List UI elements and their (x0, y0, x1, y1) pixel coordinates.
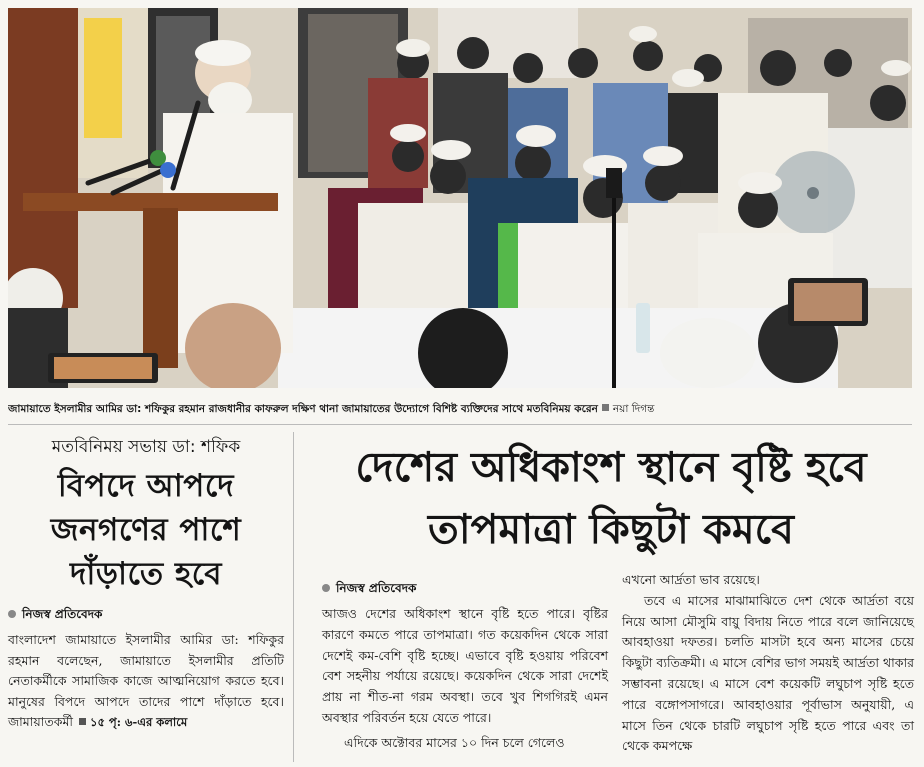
left-story-byline (8, 606, 284, 622)
press-conference-illustration (8, 8, 912, 388)
news-photo (8, 8, 912, 388)
continued-text: ১৫ পৃ: ৬-এর কলামে (90, 715, 188, 729)
main-col1-paragraph-1: আজও দেশের অধিকাংশ স্থানে বৃষ্টি হতে পারে। বৃষ্টির কারণে কমতে পারে তাপমাত্রা। গত কয়েকদিন থেকে সারা দেশেই কম-বেশি বৃষ্টি হচ্ছে। এভাবে বৃষ্টি হওয়ায় পরিবেশ বেশ সহনীয় পর্যায়ে রয়েছে। কয়েকদিন থেকে সারা দেশেই প্রায় না শীত-না গরম অবস্থা। তবে খুব শিগগিরই এমন অবস্থার পরিবর্তন হয়ে যেতে পারে। (322, 606, 608, 725)
divider-vertical (293, 432, 294, 762)
left-headline-line3: দাঁড়াতে হবে (70, 556, 222, 592)
left-headline-line1: বিপদে আপদে (57, 468, 235, 504)
caption-text: জামায়াতে ইসলামীর আমির ডা: শফিকুর রহমান রাজধানীর কাফরুল দক্ষিণ থানা জামায়াতের উদ্যোগে বিশিষ্ট ব্যক্তিদের সাথে মতবিনিময় করেন (8, 403, 598, 415)
square-bullet-icon (79, 718, 86, 725)
main-story-column-1 (322, 580, 608, 754)
left-story-body (8, 630, 284, 733)
left-story-headline (8, 464, 284, 596)
main-story-headline (306, 436, 916, 560)
main-headline-line2: তাপমাত্রা কিছুটা কমবে (428, 505, 794, 553)
caption-separator (602, 404, 609, 411)
left-byline-text: নিজস্ব প্রতিবেদক (22, 607, 103, 621)
main-col2-paragraph-1: এখনো আর্দ্রতা ভাব রয়েছে। (622, 572, 760, 587)
main-story-byline (322, 580, 608, 596)
bullet-dot-icon (322, 584, 330, 592)
main-byline-text: নিজস্ব প্রতিবেদক (336, 581, 417, 595)
photo-caption (8, 398, 912, 420)
left-headline-line2: জনগণের পাশে (50, 512, 242, 548)
left-body-text: বাংলাদেশ জামায়াতে ইসলামীর আমির ডা: শফিকুর রহমান বলেছেন, জামায়াতে ইসলামীর প্রতিটি নেতাকর্মীকে সামাজিক কাজে আত্মনিয়োগ করতে হবে। মানুষের বিপদে আপদে তাদের পাশে দাঁড়াতে হবে। জামায়াতকর্মী (8, 632, 284, 729)
divider-horizontal (8, 424, 912, 425)
main-col2-paragraph-2: তবে এ মাসের মাঝামাঝিতে দেশ থেকে আর্দ্রতা বয়ে নিয়ে আসা মৌসুমি বায়ু বিদায় নিতে পারে বলে জানিয়েছে আবহাওয়া দফতর। চলতি মাসটা হবে অন্য মাসের চেয়ে কিছুটা ব্যতিক্রমী। এ মাসে বেশির ভাগ সময়ই আর্দ্রতা থাকার সম্ভাবনা রয়েছে। এ মাসে বেশ কয়েকটি লঘুচাপ সৃষ্টি হতে পারে বঙ্গোপসাগরে। আবহাওয়ার পূর্বাভাস অনুযায়ী, এ মাসে তিন থেকে চারটি লঘুচাপ সৃষ্টি হতে পারে এবং তা থেকে কমপক্ষে (622, 592, 914, 754)
main-col1-paragraph-2: এদিকে অক্টোবর মাসের ১০ দিন চলে গেলেও (344, 734, 565, 750)
photo-credit: নয়া দিগন্ত (612, 403, 655, 415)
main-story-column-2 (622, 570, 914, 757)
main-headline-line1: দেশের অধিকাংশ স্থানে বৃষ্টি হবে (355, 443, 867, 491)
continued-note (77, 715, 187, 729)
left-story-kicker: মতবিনিময় সভায় ডা: শফিক (51, 437, 241, 457)
left-story (8, 436, 284, 733)
bullet-dot-icon (8, 610, 16, 618)
